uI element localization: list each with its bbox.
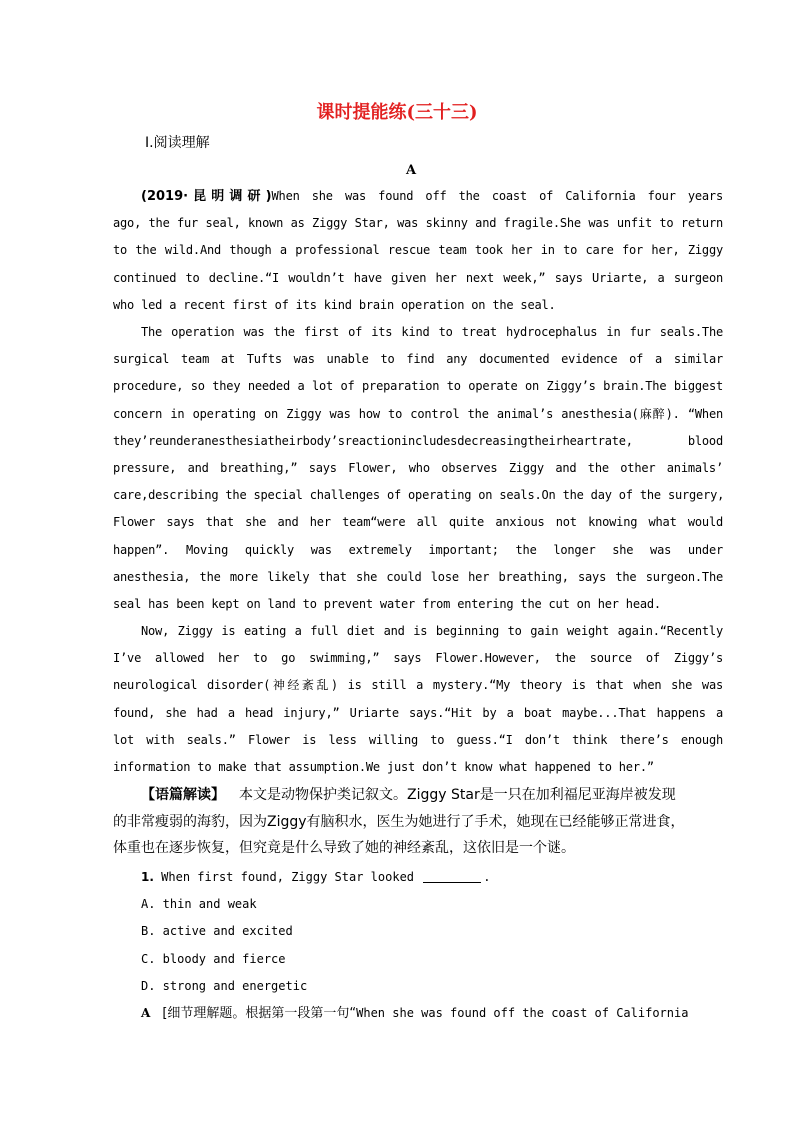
paragraph-line: pressure, and breathing,” says Flower, who observes Ziggy and the other animals’ — [113, 460, 723, 475]
option-b: B. active and excited — [141, 924, 293, 938]
passage-analysis — [113, 782, 723, 862]
paragraph-line: lot with seals.” Flower is less willing to guess.“I don’t think there’s enough — [113, 732, 723, 747]
paragraph-line: (2019·昆明调研)When she was found off the coast of California four years — [141, 189, 723, 204]
paragraph-line: surgical team at Tufts was unable to find any documented evidence of a similar — [113, 352, 723, 367]
answer-letter: A — [141, 1006, 151, 1020]
passage-label: A — [405, 163, 417, 178]
paragraph-2 — [113, 319, 723, 618]
paragraph-line: who led a recent first of its kind brain operation on the seal. — [113, 297, 556, 312]
source-label: (2019·昆明调研) — [141, 189, 272, 204]
paragraph-line: information to make that assumption.We just don’t know what happened to her.” — [113, 759, 654, 774]
page-title: 课时提能练(三十三) — [316, 102, 478, 123]
paragraph-1 — [113, 183, 723, 319]
paragraph-line: neurological disorder(神经紊乱) is still a mystery.“My theory is that when she was — [113, 678, 723, 693]
option-a: A. thin and weak — [141, 897, 257, 911]
paragraph-line: Now, Ziggy is eating a full diet and is beginning to gain weight again.“Recently — [141, 624, 723, 638]
paragraph-line: concern in operating on Ziggy was how to control the animal’s anesthesia(麻醉). “When — [113, 406, 723, 421]
paragraph-line: Flower says that she and her team“were all quite anxious not knowing what would — [113, 515, 723, 530]
analysis-line: 【语篇解读】 本文是动物保护类记叙文。Ziggy Star是一只在加利福尼亚海岸被发现 — [141, 787, 676, 803]
paragraph-line: ago, the fur seal, known as Ziggy Star, was skinny and fragile.She was unfit to return — [113, 216, 723, 231]
paragraph-3 — [113, 618, 723, 781]
paragraph-line: seal has been kept on land to prevent water from entering the cut on her head. — [113, 596, 661, 611]
answer-blank — [423, 868, 481, 883]
paragraph-line: I’ve allowed her to go swimming,” says Flower.However, the source of Ziggy’s — [113, 651, 723, 666]
option-d: D. strong and energetic — [141, 979, 308, 993]
answer-explanation: A [细节理解题。根据第一段第一句“When she was found off the coast of California — [141, 1006, 689, 1021]
paragraph-line: The operation was the first of its kind to treat hydrocephalus in fur seals.The — [141, 325, 723, 339]
option-c: C. bloody and fierce — [141, 952, 286, 966]
paragraph-line: procedure, so they needed a lot of preparation to operate on Ziggy’s brain.The biggest — [113, 379, 723, 394]
analysis-line: 的非常瘦弱的海豹，因为Ziggy有脑积水，医生为她进行了手术，她现在已经能够正常进食， — [113, 813, 685, 830]
paragraph-line: care,describing the special challenges of operating on seals.On the day of the surgery, — [113, 488, 725, 503]
question-stem: 1. When first found, Ziggy Star looked . — [141, 870, 491, 884]
analysis-line: 体重也在逐步恢复，但究竟是什么导致了她的神经紊乱，这依旧是一个谜。 — [113, 840, 575, 856]
analysis-tag: 【语篇解读】 — [141, 787, 225, 803]
question-number: 1. — [141, 870, 154, 884]
paragraph-line: continued to decline.“I wouldn’t have given her next week,” says Uriarte, a surgeon — [113, 270, 723, 285]
section-heading: Ⅰ.阅读理解 — [145, 135, 210, 151]
paragraph-line: they’reunderanesthesiatheirbody’sreactionincludesdecreasingtheirheartrate, blood — [113, 433, 723, 448]
paragraph-line: happen”. Moving quickly was extremely important; the longer she was under — [113, 542, 723, 557]
paragraph-line: anesthesia, the more likely that she could lose her breathing, says the surgeon.The — [113, 569, 723, 584]
paragraph-line: found, she had a head injury,” Uriarte says.“Hit by a boat maybe...That happens a — [113, 705, 723, 720]
paragraph-line: to the wild.And though a professional rescue team took her in to care for her, Ziggy — [113, 243, 723, 258]
